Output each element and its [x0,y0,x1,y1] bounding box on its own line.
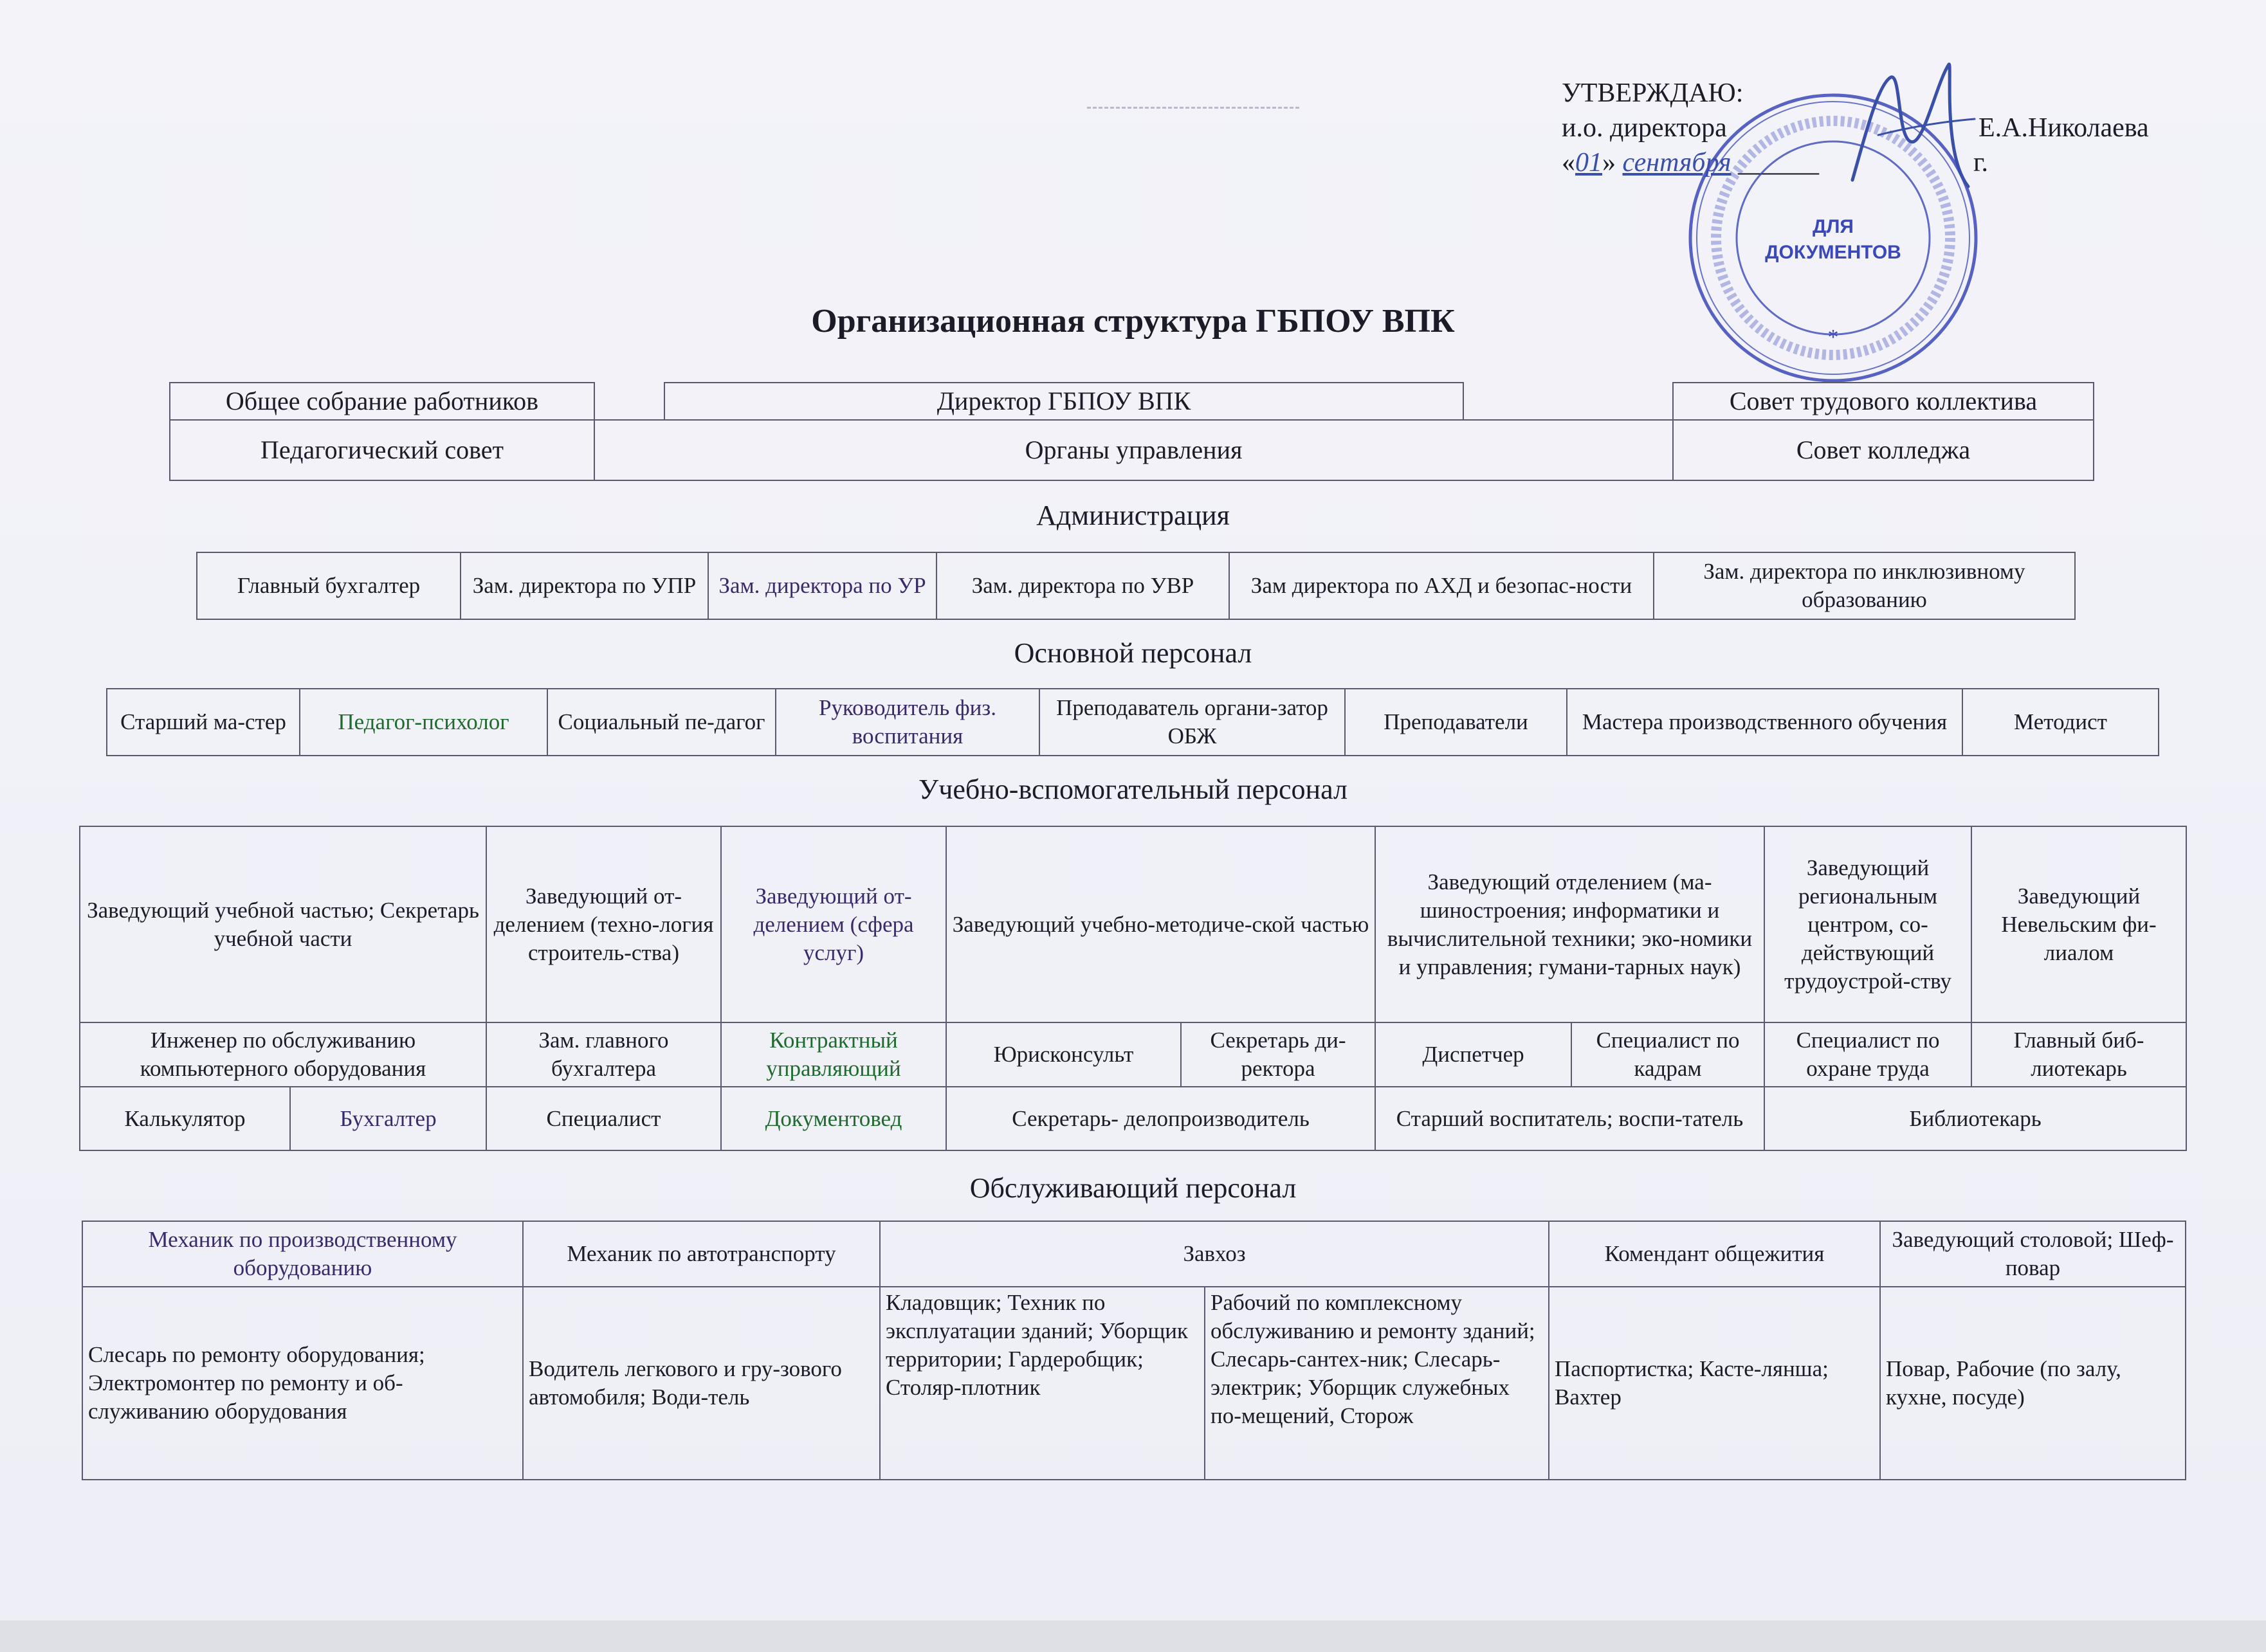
support-head-dept-engineering: Заведующий отделением (ма-шиностроения; информатики и вычислительной техники; эко-номики и управления; гумани-тарных наук) [1375,826,1764,1022]
support-head-dept-services: Заведующий от-делением (сфера услуг) [721,826,946,1022]
service-storekeeper: Кладовщик; Техник по эксплуатации зданий; Уборщик территории; Гардеробщик; Столяр-плотник [880,1287,1205,1480]
section-administration: Администрация [1036,500,1230,531]
section-main-staff: Основной персонал [1014,637,1252,669]
service-repair-fitter: Слесарь по ремонту оборудования; Электромонтер по ремонту и об-служиванию оборудования [82,1287,523,1480]
signature [1840,58,1987,193]
support-head-academic: Заведующий учебной частью; Секретарь учебной части [80,826,486,1022]
labor-council-box: Совет трудового коллектива [1672,382,2094,421]
service-driver: Водитель легкового и гру-зового автомобиля; Води-тель [523,1287,880,1480]
support-specialist: Специалист [486,1087,721,1150]
service-canteen-head: Заведующий столовой; Шеф-повар [1880,1221,2186,1287]
staff-methodist: Методист [1962,689,2159,756]
page-title: Организационная структура ГБПОУ ВПК [811,303,1455,340]
approval-month: сентября [1622,148,1731,177]
support-head-nevel-branch: Заведующий Невельским фи-лиалом [1971,826,2186,1022]
admin-deputy-uvr: Зам. директора по УВР [937,552,1229,619]
college-council-box: Совет колледжа [1672,419,2094,481]
support-head-methodical: Заведующий учебно-методиче-ской частью [946,826,1375,1022]
governance-bodies-box: Органы управления [594,419,1674,481]
seal-text-line2: ДОКУМЕНТОВ [1765,242,1901,263]
admin-deputy-ahd: Зам директора по АХД и безопас-ности [1229,552,1654,619]
support-head-dept-construction: Заведующий от-делением (техно-логия строитель-ства) [486,826,721,1022]
general-meeting-box: Общее собрание работников [169,382,595,421]
section-support-staff: Учебно-вспомогательный персонал [918,774,1348,805]
approval-name: Е.А.Николаева [1978,113,2149,143]
support-director-secretary: Секретарь ди-ректора [1181,1022,1375,1087]
admin-deputy-ur: Зам. директора по УР [708,552,937,619]
support-hr-specialist: Специалист по кадрам [1571,1022,1764,1087]
service-caretaker: Завхоз [880,1221,1549,1287]
service-dorm-commandant: Комендант общежития [1549,1221,1880,1287]
staff-senior-master: Старший ма-стер [107,689,300,756]
support-contract-manager: Контрактный управляющий [721,1022,946,1087]
admin-deputy-upr: Зам. директора по УПР [461,552,708,619]
service-production-mechanic: Механик по производственному оборудованию [82,1221,523,1287]
approval-position: и.о. директора [1562,113,1727,143]
support-safety-specialist: Специалист по охране труда [1764,1022,1971,1087]
staff-social-pedagogue: Социальный пе-дагог [547,689,776,756]
support-deputy-chief-accountant: Зам. главного бухгалтера [486,1022,721,1087]
service-transport-mechanic: Механик по автотранспорту [523,1221,880,1287]
main-staff-table [106,688,2159,756]
scan-mark [1087,107,1299,109]
support-it-engineer: Инженер по обслуживанию компьютерного оборудования [80,1022,486,1087]
approval-heading: УТВЕРЖДАЮ: [1562,78,1744,108]
support-senior-educator: Старший воспитатель; воспи-татель [1375,1087,1764,1150]
ped-council-box: Педагогический совет [169,419,595,481]
support-clerk: Секретарь- делопроизводитель [946,1087,1375,1150]
approval-year-suffix: г. [1973,148,1988,177]
support-legal-adviser: Юрисконсульт [946,1022,1181,1087]
svg-text:*: * [1827,325,1839,349]
staff-masters: Мастера производственного обучения [1567,689,1962,756]
director-box: Директор ГБПОУ ВПК [664,382,1464,421]
support-accountant: Бухгалтер [290,1087,486,1150]
support-librarian: Библиотекарь [1764,1087,2186,1150]
service-maintenance-worker: Рабочий по комплексному обслуживанию и ремонту зданий; Слесарь-сантех-ник; Слесарь-электрик; Уборщик служебных по-мещений, Сторож [1205,1287,1549,1480]
service-passport-clerk: Паспортистка; Касте-лянша; Вахтер [1549,1287,1880,1480]
admin-chief-accountant: Главный бухгалтер [197,552,461,619]
admin-deputy-inclusive: Зам. директора по инклюзивному образованию [1654,552,2075,619]
service-cook: Повар, Рабочие (по залу, кухне, посуде) [1880,1287,2186,1480]
seal-text-line1: ДЛЯ [1813,216,1854,237]
support-dispatcher: Диспетчер [1375,1022,1571,1087]
staff-psychologist: Педагог-психолог [300,689,547,756]
support-chief-librarian: Главный биб-лиотекарь [1971,1022,2186,1087]
scan-edge [0,1620,2266,1652]
staff-obzh-teacher: Преподаватель органи-затор ОБЖ [1039,689,1345,756]
support-staff-table [79,826,2187,1151]
administration-table [196,552,2076,620]
section-service-staff: Обслуживающий персонал [969,1172,1297,1204]
support-calculator: Калькулятор [80,1087,290,1150]
approval-date-line: «01» сентября ______ г. [1562,145,1819,180]
service-staff-table [82,1221,2186,1480]
approval-day: 01 [1575,148,1602,177]
staff-pe-head: Руководитель физ. воспитания [776,689,1039,756]
support-head-regional-center: Заведующий региональным центром, со-действующий трудоустрой-ству [1764,826,1971,1022]
staff-teachers: Преподаватели [1345,689,1567,756]
support-records-officer: Документовед [721,1087,946,1150]
